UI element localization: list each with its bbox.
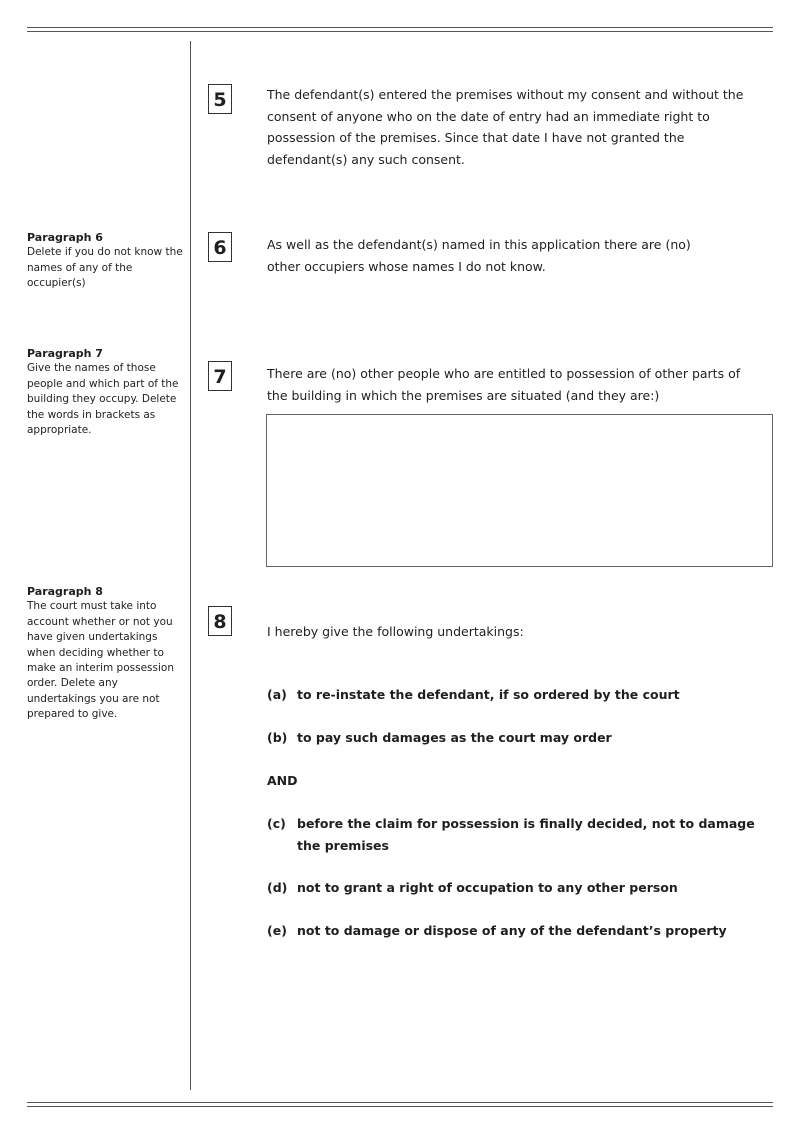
paragraph-5-text: The defendant(s) entered the premises without my consent and without the consent of anyone who on the date of entry had an immediate right to possession of the premises. Since that date I have not granted the defendant(s) any such consent. (267, 87, 744, 167)
undertaking-label: (c) (267, 816, 286, 831)
note-title: Paragraph 8 (27, 585, 103, 598)
other-occupiers-input[interactable] (266, 414, 773, 567)
paragraph-number-8: 8 (208, 606, 232, 636)
paragraph-7-text: There are (no) other people who are entitled to possession of other parts of the building in which the premises are situated (and they are:) (267, 366, 741, 403)
undertaking-d (267, 877, 767, 899)
paragraph-6-text: As well as the defendant(s) named in this application there are (no) other occupiers whose names I do not know. (267, 237, 691, 274)
note-paragraph-6 (27, 230, 187, 292)
undertaking-label: (d) (267, 880, 288, 895)
bottom-rule (27, 1106, 773, 1107)
top-rule (27, 31, 773, 32)
note-title: Paragraph 7 (27, 347, 103, 360)
paragraph-number-7: 7 (208, 361, 232, 391)
undertaking-label: (a) (267, 687, 287, 702)
undertaking-a (267, 684, 767, 706)
bottom-rule (27, 1102, 773, 1103)
note-title: Paragraph 6 (27, 231, 103, 244)
undertaking-and: AND (267, 773, 298, 788)
undertaking-label: (b) (267, 730, 288, 745)
note-paragraph-8 (27, 584, 185, 723)
paragraph-number-6: 6 (208, 232, 232, 262)
undertaking-text: before the claim for possession is finally decided, not to damage the premises (297, 816, 755, 853)
paragraph-number-5: 5 (208, 84, 232, 114)
note-body: Give the names of those people and which part of the building they occupy. Delete the words in brackets as appropriate. (27, 362, 179, 437)
note-body: The court must take into account whether or not you have given undertakings when deciding whether to make an interim possession order. Delete any undertakings you are not prepared to give. (27, 600, 174, 721)
undertaking-text: to pay such damages as the court may order (297, 730, 612, 745)
note-body: Delete if you do not know the names of any of the occupier(s) (27, 246, 183, 290)
paragraph-8-text: I hereby give the following undertakings: (267, 624, 524, 639)
undertaking-c (267, 813, 767, 856)
undertaking-text: to re-instate the defendant, if so ordered by the court (297, 687, 680, 702)
top-rule (27, 27, 773, 28)
undertaking-e (267, 920, 767, 942)
column-divider (190, 41, 191, 1090)
undertaking-text: not to grant a right of occupation to any other person (297, 880, 678, 895)
undertaking-label: (e) (267, 923, 287, 938)
undertaking-text: not to damage or dispose of any of the defendant’s property (297, 923, 727, 938)
undertaking-b (267, 727, 767, 749)
note-paragraph-7 (27, 346, 184, 438)
